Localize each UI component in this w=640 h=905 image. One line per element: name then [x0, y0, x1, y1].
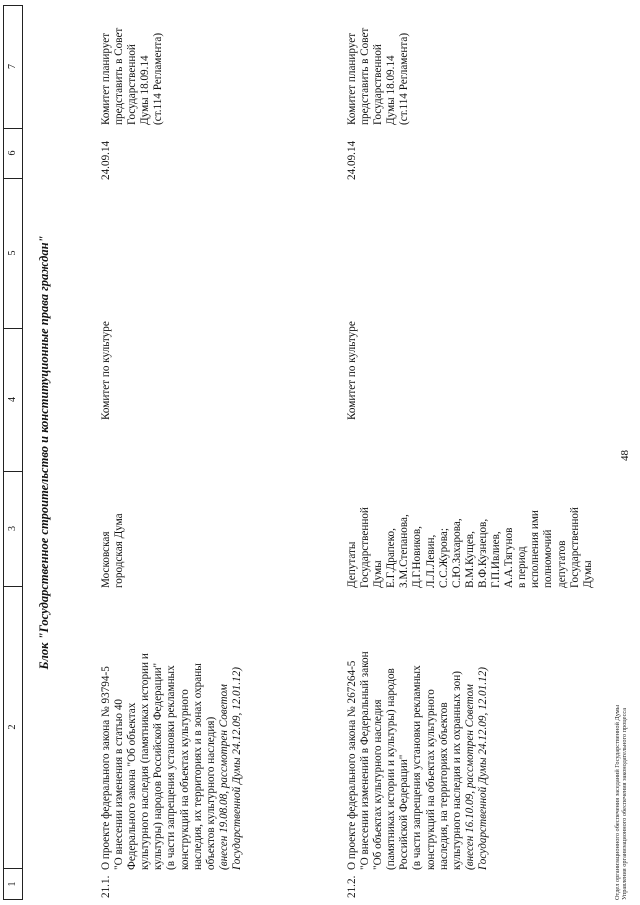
- bill-description: [346, 612, 490, 870]
- desc-line: "Об объектах культурного наследия: [372, 699, 385, 870]
- bill-description: [100, 612, 244, 870]
- desc-status-line: Государственной Думы 24.12.09, 12.01.12): [476, 667, 489, 870]
- author-line: Г.П.Ивлиев,: [490, 531, 503, 588]
- row-number: 21.2.: [346, 875, 358, 898]
- author-line: Государственной: [359, 507, 372, 588]
- desc-line: (памятниках истории и культуры) народов: [385, 668, 398, 870]
- desc-line: (в части запрещения установки рекламных: [165, 665, 178, 870]
- author-line: депутатов: [555, 540, 568, 588]
- desc-status-line: Государственной Думы 24.12.09, 12.01.12): [230, 667, 243, 870]
- bill-author: [100, 508, 126, 588]
- note-line: Думы 18.09.14: [139, 55, 152, 125]
- author-line: В.М.Кущев,: [463, 531, 476, 588]
- author-line: З.М.Степанова,: [398, 514, 411, 588]
- author-line: в период: [516, 546, 529, 588]
- author-line: Московская: [100, 531, 112, 588]
- desc-line: конструкций на объектах культурного: [424, 689, 437, 870]
- responsible-committee: Комитет по культуре: [346, 321, 358, 420]
- desc-line: наследия, их территориях и в зонах охраны: [191, 663, 204, 870]
- header-col-1: 1: [7, 881, 18, 887]
- desc-line: (в части запрещения установки рекламных: [411, 665, 424, 870]
- desc-line: "О внесении изменения в статью 40: [113, 698, 126, 870]
- author-line: городская Дума: [113, 513, 126, 588]
- author-line: Депутаты: [346, 541, 358, 588]
- author-line: исполнения ими: [529, 510, 542, 588]
- author-line: Думы: [581, 560, 594, 588]
- header-col-6: 6: [4, 128, 22, 179]
- desc-line: Российской Федерации": [398, 754, 411, 870]
- author-line: С.С.Журова;: [437, 528, 450, 588]
- author-line: С.Ю.Захарова,: [450, 518, 463, 588]
- header-col-4: 4: [4, 328, 22, 472]
- responsible-committee: Комитет по культуре: [100, 321, 112, 420]
- desc-status-line: (внесен 19.08.08, рассмотрен Советом: [217, 684, 230, 870]
- desc-line: Федерального закона "Об объектах: [126, 702, 139, 870]
- desc-line: конструкций на объектах культурного: [178, 689, 191, 870]
- footer-line: Управления организационного обеспечения законодательного процесса: [621, 707, 628, 900]
- desc-line: наследия, на территориях объектов: [437, 702, 450, 870]
- note-line: представить в Совет: [359, 27, 372, 125]
- note-line: представить в Совет: [113, 27, 126, 125]
- row-number: 21.1.: [100, 875, 112, 898]
- desc-line: культуры) народов Российской Федерации": [152, 662, 165, 870]
- desc-line: культурного наследия (памятниках истории и: [139, 653, 152, 870]
- author-line: А.А.Тягунов: [503, 527, 516, 588]
- note-line: Комитет планирует: [100, 32, 112, 125]
- desc-status-line: (внесен 16.10.09, рассмотрен Советом: [463, 684, 476, 870]
- note: [100, 5, 165, 125]
- note-line: (ст.114 Регламента): [398, 32, 411, 125]
- desc-line: объектов культурного наследия): [204, 716, 217, 870]
- desc-line: "О внесении изменений в Федеральный закон: [359, 651, 372, 870]
- header-col-2: 2: [4, 586, 22, 869]
- note-line: (ст.114 Регламента): [152, 32, 165, 125]
- footer-line: Отдел организационного обеспечения заседаний Государственной Думы: [614, 705, 621, 900]
- note: [346, 5, 411, 125]
- date: 24.09.14: [346, 140, 358, 180]
- block-title: Блок "Государственное строительство и конституционные права граждан": [37, 235, 51, 670]
- author-line: Государственной: [568, 507, 581, 588]
- note-line: Думы 18.09.14: [385, 55, 398, 125]
- footer: [614, 705, 628, 900]
- author-line: Думы: [372, 560, 385, 588]
- author-line: полномочий: [542, 529, 555, 588]
- desc-line: культурного наследия и их охранных зон): [450, 671, 463, 870]
- author-line: В.Ф.Кузнецов,: [476, 518, 489, 588]
- note-line: Государственной: [126, 44, 139, 125]
- note-line: Комитет планирует: [346, 32, 358, 125]
- header-col-5: 5: [4, 178, 22, 329]
- header-col-7: 7: [4, 5, 22, 129]
- desc-line: О проекте федерального закона № 93794-5: [100, 666, 112, 870]
- header-col-3: 3: [4, 471, 22, 587]
- note-line: Государственной: [372, 44, 385, 125]
- author-line: Л.Л.Левин,: [424, 534, 437, 588]
- table-header: [3, 5, 23, 900]
- author-line: Д.Г.Новиков,: [411, 526, 424, 588]
- date: 24.09.14: [100, 140, 112, 180]
- page-number: 48: [619, 450, 631, 461]
- author-line: Е.Г.Драпеко,: [385, 528, 398, 588]
- desc-line: О проекте федерального закона № 267264-5: [346, 660, 358, 870]
- bill-author: [346, 508, 595, 588]
